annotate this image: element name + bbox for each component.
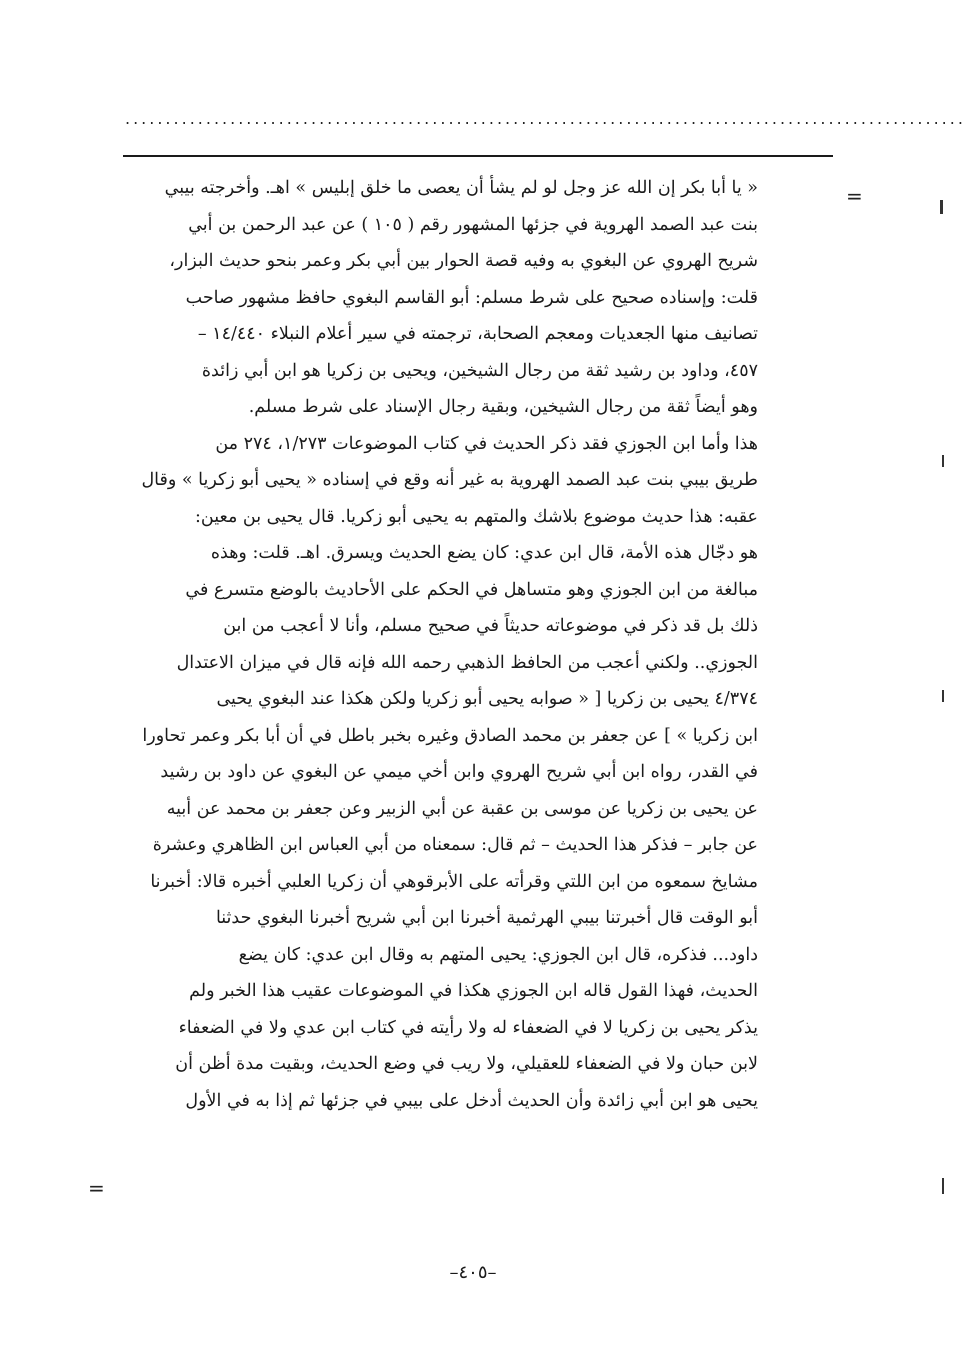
edge-tick-3 — [942, 690, 944, 702]
text-line: الحديث، فهذا القول قاله ابن الجوزي هكذا في الموضوعات عقيب هذا الخبر ولم — [189, 981, 758, 1001]
header-rule — [123, 155, 833, 157]
text-line: في القدر، رواه ابن أبي شريح الهروي وابن أخي ميمي عن البغوي عن داود بن رشيد — [160, 762, 758, 782]
text-line: يحيى هو ابن أبي زائدة وأن الحديث أدخل على بيبي في جزئها ثم إذا به في الأول — [185, 1090, 758, 1111]
edge-tick-4 — [942, 1178, 944, 1194]
text-line: عن يحيى بن زكريا عن موسى بن عقبة عن أبي الزبير وعن جعفر بن محمد عن أبيه — [166, 798, 758, 819]
text-line: مبالغة من ابن الجوزي وهو متساهل في الحكم على الأحاديث بالوضع متسرع في — [185, 579, 758, 600]
text-line: داود... فذكره، قال ابن الجوزي: يحيى المتهم به وقال ابن عدي: كان يضع — [238, 944, 758, 965]
text-line: بنت عبد الصمد الهروية في جزئها المشهور رقم ( ١٠٥ ) عن عبد الرحمن بن أبي — [188, 214, 758, 235]
text-line: قلت: وإسناده صحيح على شرط مسلم: أبو القاسم البغوي حافظ مشهور صاحب — [185, 287, 758, 308]
edge-tick-1 — [940, 200, 943, 214]
text-line: أبو الوقت قال أخبرتنا بيبي الهرثمية أخبرنا ابن أبي شريح أخبرنا البغوي حدثنا — [215, 908, 758, 928]
text-line: عقبه: هذا حديث موضوع بلاشك والمتهم به يحيى أبو زكريا. قال يحيى بن معين: — [195, 506, 758, 527]
edge-tick-2 — [942, 455, 944, 467]
text-line: ٤٥٧، وداود بن رشيد ثقة من رجال الشيخين، ويحيى بن زكريا هو ابن أبي زائدة — [201, 360, 758, 381]
dotted-separator: ........................................................................................................ — [125, 109, 966, 128]
text-line: الجوزي.. ولكني أعجب من الحافظ الذهبي رحمه الله فإنه قال في ميزان الاعتدال — [176, 652, 758, 673]
page-number: –٤٠٥– — [449, 1262, 497, 1283]
text-line: تصانيف منها الجعديات ومعجم الصحابة، ترجمته في سير أعلام النبلاء ١٤/٤٤٠ – — [197, 324, 758, 344]
text-line: شريح الهروي عن البغوي به وفيه قصة الحوار بين أبي بكر وعمر بنحو حديث البزار، — [169, 251, 758, 271]
text-line: يذكر يحيى بن زكريا لا في الضعفاء له ولا رأيته في كتاب ابن عدي ولا في الضعفاء — [178, 1017, 758, 1038]
text-line: مشايخ سمعوه من ابن اللتي وقرأته على الأبرقوهي أن زكريا العلبي أخبره قالا: أخبرنا — [150, 871, 758, 892]
text-line: عن جابر – فذكر هذا الحديث – ثم قال: سمعناه من أبي العباس ابن الظاهري وعشرة — [152, 835, 758, 855]
text-line: « يا أبا بكر إن الله عز وجل لو لم يشأ أن يعصى ما خلق إبليس » اهـ. وأخرجته بيبي — [164, 178, 758, 198]
text-line: وهو أيضاً ثقة من رجال الشيخين، وبقية رجال الإسناد على شرط مسلم. — [248, 397, 758, 417]
text-line: ذلك بل قد ذكر في موضوعاته حديثاً في صحيح مسلم، وأنا لا أعجب من ابن — [223, 616, 758, 636]
text-line: ٤/٣٧٤ يحيى بن زكريا [ « صوابه يحيى أبو زكريا ولكن هكذا عند البغوي يحيى — [216, 689, 758, 709]
margin-mark-bottom: = — [88, 1176, 105, 1200]
body-text — [118, 170, 758, 1119]
text-line: هذا وأما ابن الجوزي فقد ذكر الحديث في كتاب الموضوعات ١/٢٧٣، ٢٧٤ من — [215, 433, 758, 454]
text-line: هو دجّال هذه الأمة، قال ابن عدي: كان يضع الحديث ويسرق. اهـ. قلت: وهذه — [210, 543, 758, 563]
text-line: طريق بيبي بنت عبد الصمد الهروية به غير أنه وقع في إسناده « يحيى أبو زكريا » وقال — [141, 470, 758, 490]
text-line: ابن زكريا » ] عن جعفر بن محمد الصادق وغيره بخبر باطل في أن أبا بكر وعمر تحاورا — [142, 725, 758, 746]
text-line: لابن حبان ولا في الضعفاء للعقيلي، ولا ريب في وضع الحديث، وبقيت مدة أظن أن — [175, 1054, 758, 1074]
margin-mark-top: = — [846, 184, 863, 208]
